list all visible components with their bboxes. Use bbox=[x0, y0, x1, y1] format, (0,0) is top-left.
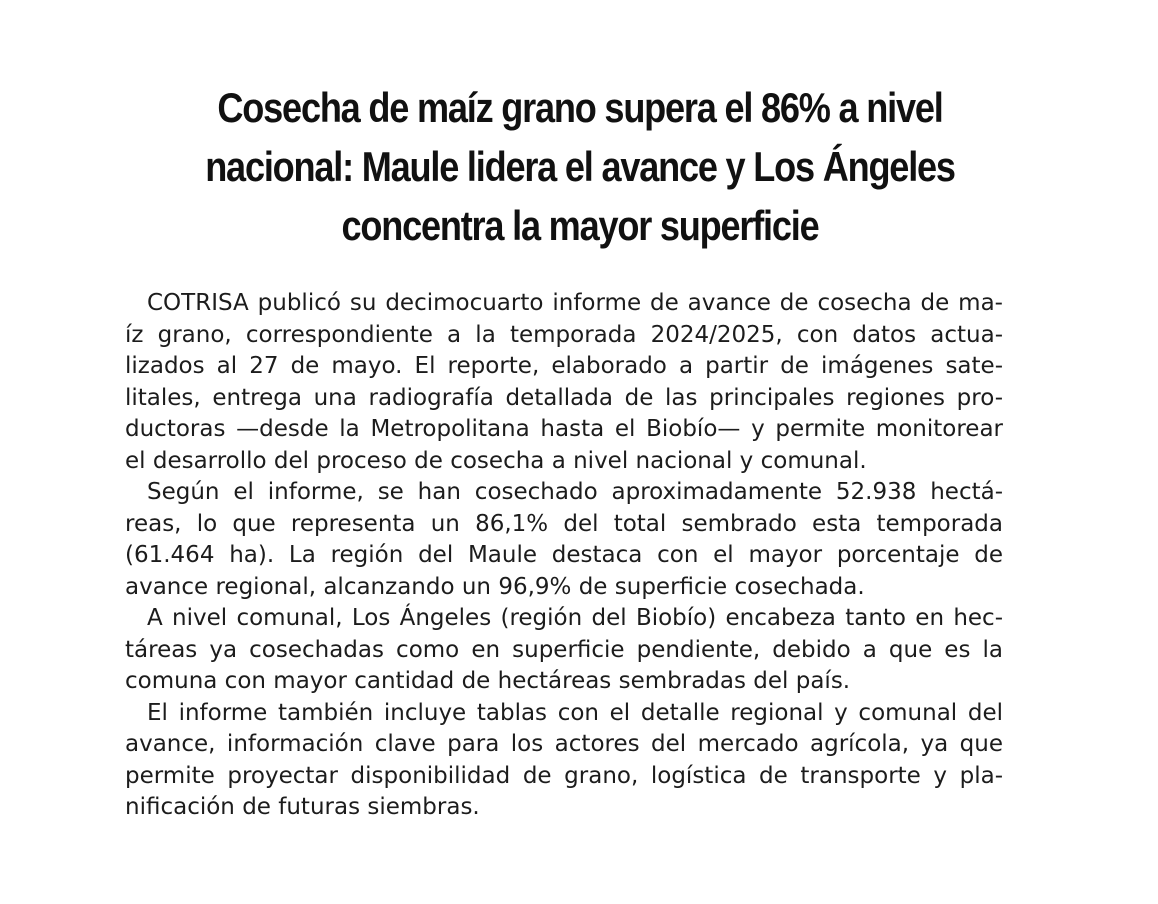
body-line: litales, entrega una radiografía detallada de las principales regiones pro- bbox=[125, 384, 1003, 411]
body-line: avance, información clave para los actores del mercado agrícola, ya que bbox=[125, 731, 1003, 757]
article-headline bbox=[184, 78, 975, 255]
headline-line: concentra la mayor superficie bbox=[341, 202, 819, 249]
body-line: íz grano, correspondiente a la temporada 2024/2025, con datos actua- bbox=[125, 321, 1003, 348]
body-line: (61.464 ha). La región del Maule destaca con el mayor porcentaje de bbox=[125, 542, 1003, 568]
body-line: permite proyectar disponibilidad de grano, logística de transporte y pla- bbox=[125, 762, 1003, 789]
body-line: COTRISA publicó su decimocuarto informe de avance de cosecha de ma- bbox=[147, 290, 1003, 316]
body-line: Según el informe, se han cosechado aproximadamente 52.938 hectá- bbox=[147, 479, 1003, 505]
body-line: nificación de futuras siembras. bbox=[125, 794, 480, 820]
body-line: comuna con mayor cantidad de hectáreas sembradas del país. bbox=[125, 668, 851, 694]
headline-line: nacional: Maule lidera el avance y Los Ángeles bbox=[205, 143, 955, 190]
body-line: ductoras —desde la Metropolitana hasta el Biobío— y permite monitorear bbox=[125, 416, 1003, 442]
body-line: El informe también incluye tablas con el detalle regional y comunal del bbox=[147, 699, 1003, 726]
body-line: lizados al 27 de mayo. El reporte, elaborado a partir de imágenes sate- bbox=[125, 353, 1003, 379]
body-line: A nivel comunal, Los Ángeles (región del Biobío) encabeza tanto en hec- bbox=[147, 605, 1003, 631]
body-line: táreas ya cosechadas como en superficie pendiente, debido a que es la bbox=[125, 636, 1003, 663]
body-line: el desarrollo del proceso de cosecha a nivel nacional y comunal. bbox=[125, 447, 867, 474]
headline-line: Cosecha de maíz grano supera el 86% a nivel bbox=[217, 84, 943, 131]
body-line: reas, lo que representa un 86,1% del total sembrado esta temporada bbox=[125, 510, 1003, 537]
article-body bbox=[125, 288, 1003, 824]
body-line: avance regional, alcanzando un 96,9% de superficie cosechada. bbox=[125, 573, 865, 600]
